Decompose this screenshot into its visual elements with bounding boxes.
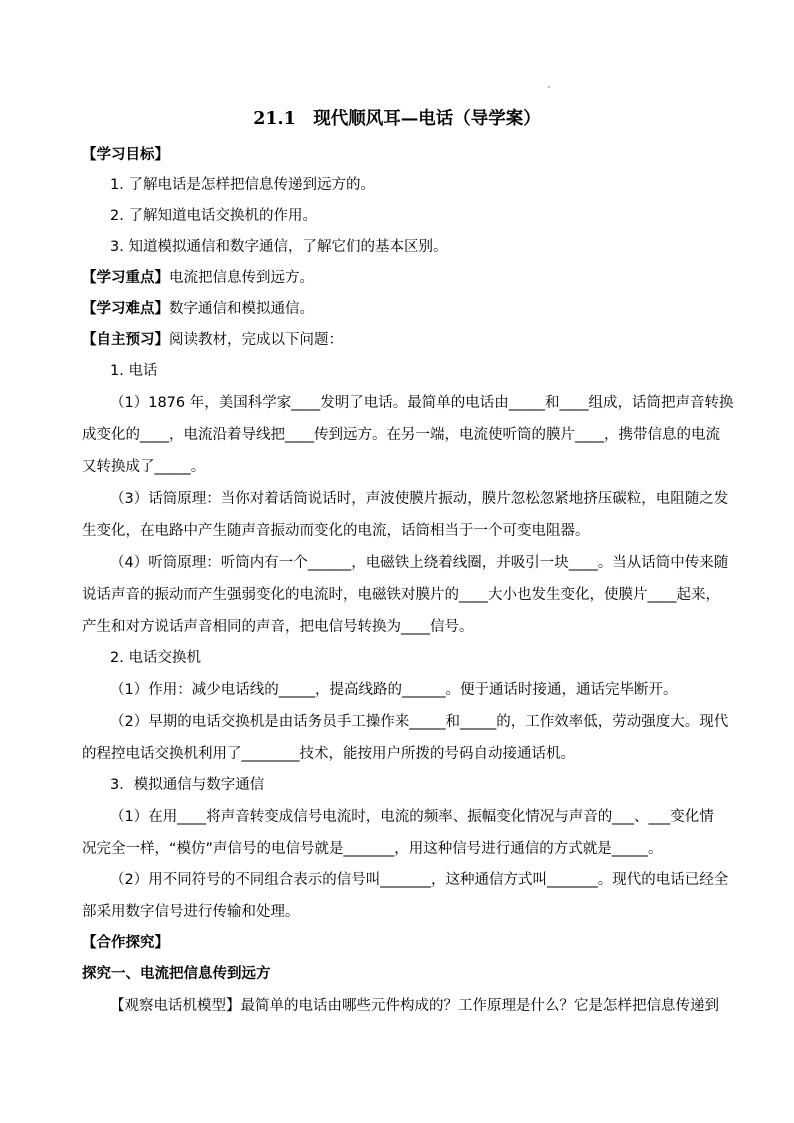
paragraph-line: （4）听筒原理：听筒内有一个______，电磁铁上绕着线圈，并吸引一块____。当从话筒中传来随 bbox=[110, 555, 729, 571]
focus-line bbox=[82, 269, 314, 287]
difficulty-label: 【学习难点】 bbox=[82, 301, 169, 317]
preview-label: 【自主预习】 bbox=[82, 332, 169, 348]
difficulty-line bbox=[82, 300, 314, 318]
goal-item: 3. 知道模拟通信和数字通信，了解它们的基本区别。 bbox=[110, 239, 448, 255]
scan-speck bbox=[548, 86, 550, 88]
paragraph-line: （1）1876 年，美国科学家____发明了电话。最简单的电话由_____和____组成，话筒把声音转换 bbox=[110, 395, 734, 411]
paragraph-line: 部采用数字信号进行传输和处理。 bbox=[82, 904, 300, 920]
paragraph-line: 况完全一样，“模仿”声信号的电信号就是_______，用这种信号进行通信的方式就是_____。 bbox=[82, 841, 663, 857]
observe-line bbox=[110, 997, 719, 1015]
paragraph-line: （2）用不同符号的不同组合表示的信号叫_______，这种通信方式叫_______。现代的电话已经全 bbox=[110, 872, 729, 888]
section-3-title: 3．模拟通信与数字通信 bbox=[110, 777, 265, 793]
goals-header: 【学习目标】 bbox=[82, 147, 169, 163]
paragraph-line: 生变化，在电路中产生随声音振动而变化的电流，话筒相当于一个可变电阻器。 bbox=[82, 523, 590, 539]
focus-label: 【学习重点】 bbox=[82, 270, 169, 286]
coop-header: 【合作探究】 bbox=[82, 935, 169, 951]
paragraph-line: 说话声音的振动而产生强弱变化的电流时，电磁铁对膜片的____大小也发生变化，使膜片____起来， bbox=[82, 587, 720, 603]
difficulty-text: 数字通信和模拟通信。 bbox=[169, 301, 314, 317]
explore-1-title: 探究一、电流把信息传到远方 bbox=[82, 966, 271, 982]
paragraph-line: （1）作用：减少电话线的_____，提高线路的______。便于通话时接通，通话完毕断开。 bbox=[110, 682, 678, 698]
observe-text: 最简单的电话由哪些元件构成的？工作原理是什么？它是怎样把信息传递到 bbox=[240, 998, 719, 1014]
section-2-title: 2. 电话交换机 bbox=[110, 650, 201, 666]
paragraph-line: （3）话筒原理：当你对着话筒说话时，声波使膜片振动，膜片忽松忽紧地挤压碳粒，电阻随之发 bbox=[110, 491, 729, 507]
paragraph-line: 成变化的____，电流沿着导线把____传到远方。在另一端，电流使听筒的膜片____，携带信息的电流 bbox=[82, 427, 720, 443]
paragraph-line: 产生和对方说话声音相同的声音，把电信号转换为____信号。 bbox=[82, 619, 474, 635]
paragraph-line: 又转换成了_____。 bbox=[82, 459, 206, 475]
paragraph-line: （2）早期的电话交换机是由话务员手工操作来_____和_____的，工作效率低，劳动强度大。现代 bbox=[110, 714, 729, 730]
section-1-title: 1. 电话 bbox=[110, 363, 158, 379]
goal-item: 1. 了解电话是怎样把信息传递到远方的。 bbox=[110, 177, 375, 193]
goal-item: 2. 了解知道电话交换机的作用。 bbox=[110, 208, 317, 224]
focus-text: 电流把信息传到远方。 bbox=[169, 270, 314, 286]
paragraph-line: 的程控电话交换机利用了________技术，能按用户所拨的号码自动接通话机。 bbox=[82, 746, 575, 762]
paragraph-line: （1）在用____将声音转变成信号电流时，电流的频率、振幅变化情况与声音的___、___变化情 bbox=[110, 809, 714, 825]
preview-text: 阅读教材，完成以下问题： bbox=[169, 332, 343, 348]
preview-line bbox=[82, 331, 343, 349]
observe-label: 【观察电话机模型】 bbox=[110, 998, 241, 1014]
page-title: 21.1 现代顺风耳—电话（导学案） bbox=[253, 109, 541, 129]
